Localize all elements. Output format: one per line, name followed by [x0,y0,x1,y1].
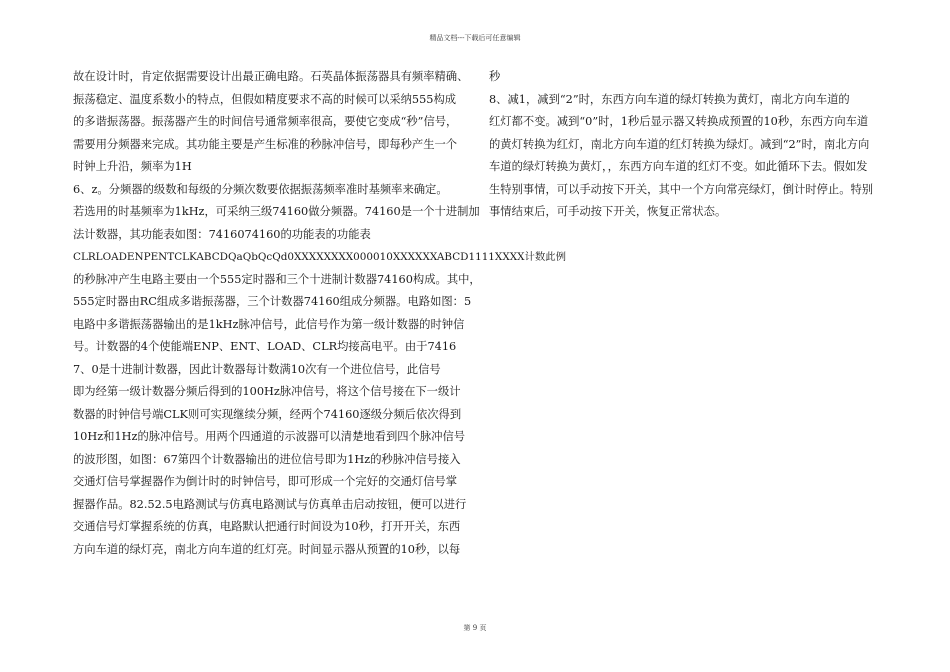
text-line: 振荡稳定、温度系数小的特点，但假如精度要求不高的时候可以采纳555构成 [73,92,457,106]
text-line: CLRLOADENPENTCLKABCDQaQbQcQd0XXXXXXXX000010XXXXXXABCD1111XXXX计数此例 [73,251,567,263]
text-line: 的黄灯转换为红灯，南北方向车道的红灯转换为绿灯。减到“2”时，南北方向 [489,137,870,151]
text-line: 数器的时钟信号端CLK则可实现继续分频，经两个74160逐级分频后依次得到 [73,407,462,421]
text-line: 的秒脉冲产生电路主要由一个555定时器和三个十进制计数器74160构成。其中， [73,272,481,286]
page-header: 精品文档---下载后可任意编辑 [429,34,521,42]
text-line: 7、0是十进制计数器，因此计数器每计数满10次有一个进位信号，此信号 [73,362,441,376]
text-line: 秒 [489,70,501,83]
text-line: 的波形图，如图：67第四个计数器输出的进位信号即为1Hz的秒脉冲信号接入 [73,452,461,466]
text-line: 即为经第一级计数器分频后得到的100Hz脉冲信号，将这个信号接在下一级计 [73,385,461,398]
text-line: 电路中多谐振荡器输出的是1kHz脉冲信号，此信号作为第一级计数器的时钟信 [73,317,465,331]
text-line: 8、减1，减到“2”时，东西方向车道的绿灯转换为黄灯，南北方向车道的 [489,92,850,106]
text-line: 法计数器，其功能表如图：7416074160的功能表的功能表 [73,227,371,241]
text-line: 生特别事情，可以手动按下开关，其中一个方向常亮绿灯，倒计时停止。特别 [489,182,874,196]
left-column [73,66,567,561]
text-line: 交通信号灯掌握系统的仿真，电路默认把通行时间设为10秒，打开开关，东西 [73,520,461,533]
text-line: 10Hz和1Hz的脉冲信号。用两个四通道的示波器可以清楚地看到四个脉冲信号 [73,430,466,443]
text-line: 若选用的时基频率为1kHz，可采纳三级74160做分频器。74160是一个十进制加 [73,205,480,218]
text-line: 的多谐振荡器。振荡器产生的时间信号通常频率很高，要使它变成“秒”信号， [73,115,458,128]
text-line: 555定时器由RC组成多谐振荡器，三个计数器74160组成分频器。电路如图：5 [73,295,472,308]
text-line: 红灯都不变。减到“0”时，1秒后显示器又转换成预置的10秒，东西方向车道 [489,115,869,128]
text-line: 车道的绿灯转换为黄灯，，东西方向车道的红灯不变。如此循环下去。假如发 [489,160,868,173]
text-line: 6、z。分频器的级数和每级的分频次数要依据振荡频率准时基频率来确定。 [73,182,448,196]
text-line: 握器作品。82.52.5电路测试与仿真电路测试与仿真单击启动按钮，便可以进行 [73,497,467,511]
text-line: 故在设计时，肯定依据需要设计出最正确电路。石英晶体振荡器具有频率精确、 [73,70,469,83]
text-line: 时钟上升沿，频率为1H [73,160,192,173]
text-line: 交通灯信号掌握器作为倒计时的时钟信号，即可形成一个完好的交通灯信号掌 [73,475,458,488]
page-number: 第 9 页 [463,624,487,632]
text-line: 需要用分频器来完成。其功能主要是产生标准的秒脉冲信号，即每秒产生一个 [73,137,458,151]
text-line: 事情结束后，可手动按下开关，恢复正常状态。 [489,205,727,218]
text-line: 号。计数器的4个使能端ENP、ENT、LOAD、CLR均接高电平。由于7416 [73,340,457,353]
text-line: 方向车道的绿灯亮，南北方向车道的红灯亮。时间显示器从预置的10秒，以每 [73,542,461,556]
right-column [489,66,884,224]
